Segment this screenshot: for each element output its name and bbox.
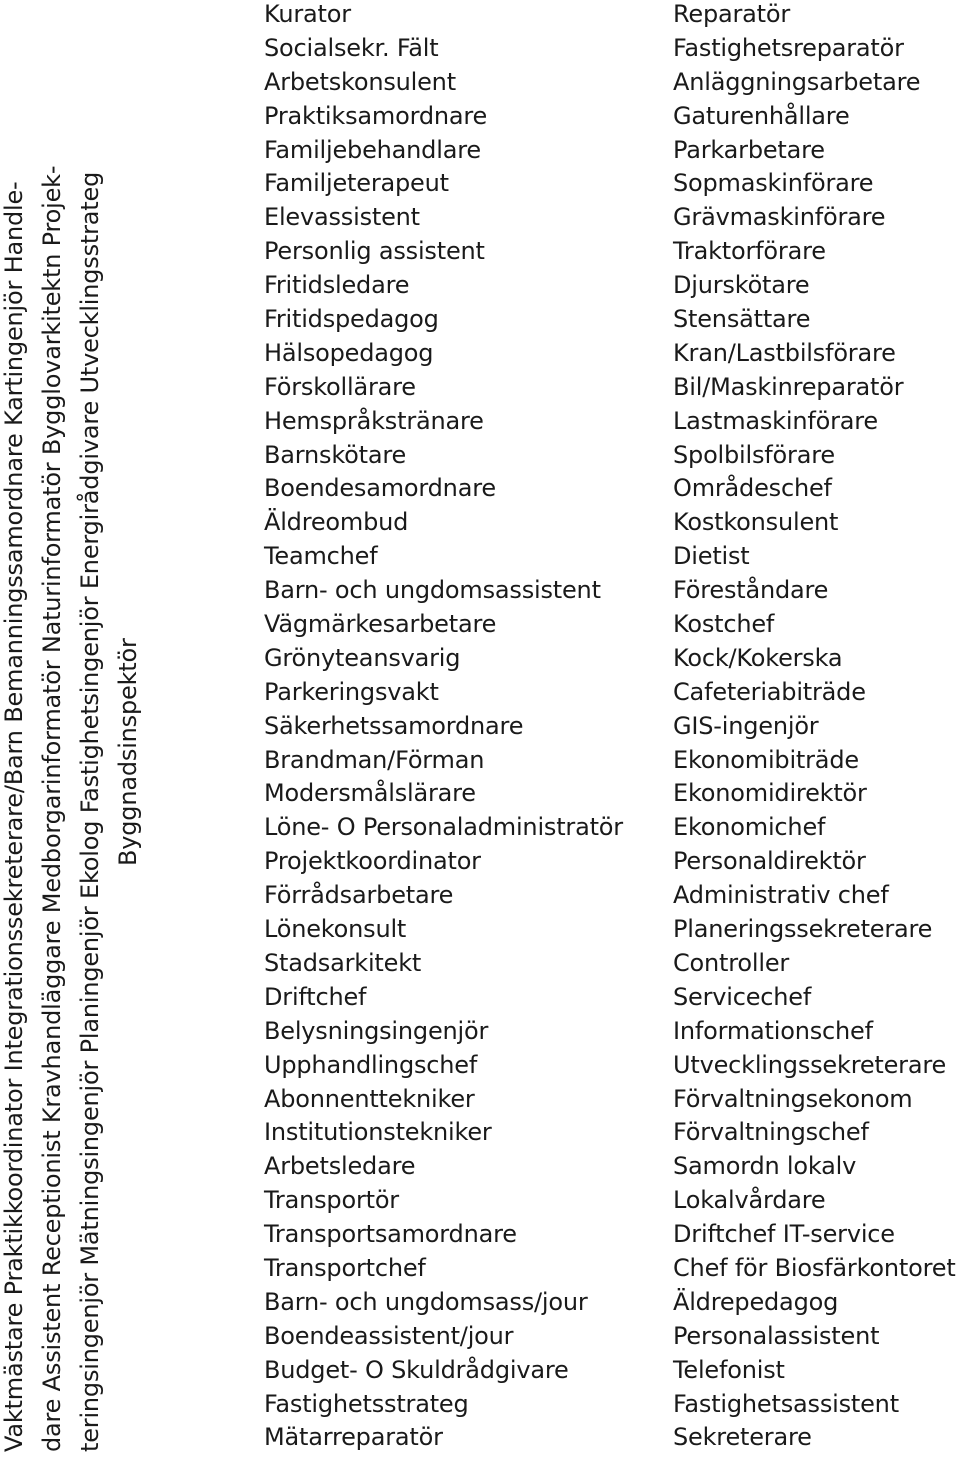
job-title-item: Driftchef IT-service <box>673 1220 895 1249</box>
job-title-item: Sekreterare <box>673 1423 812 1452</box>
job-title-item: Lokalvårdare <box>673 1186 826 1215</box>
job-title-item: Dietist <box>673 542 750 571</box>
job-title-item: Socialsekr. Fält <box>264 33 439 62</box>
job-title-item: Grävmaskinförare <box>673 203 886 232</box>
job-title-item: Chef för Biosfärkontoret <box>673 1253 956 1282</box>
job-title-item: Reparatör <box>673 0 791 28</box>
job-title-item: Kurator <box>264 0 351 28</box>
job-title-item: Telefonist <box>673 1355 785 1384</box>
job-title-item: Kostchef <box>673 610 775 639</box>
job-title-item: Modersmålslärare <box>264 779 476 808</box>
job-title-item: Administrativ chef <box>673 881 889 910</box>
job-title-item: Familjebehandlare <box>264 135 481 164</box>
job-title-item: Anläggningsarbetare <box>673 67 921 96</box>
job-title-item: Parkeringsvakt <box>264 677 439 706</box>
job-title-item: Ekonomibiträde <box>673 745 859 774</box>
job-title-item: Stadsarkitekt <box>264 948 422 977</box>
job-title-item: Föreståndare <box>673 576 829 605</box>
job-title-item: Cafeteriabiträde <box>673 677 866 706</box>
job-title-item: Områdeschef <box>673 474 832 503</box>
job-title-item: Ekonomichef <box>673 813 826 842</box>
job-title-item: Boendeassistent/jour <box>264 1321 514 1350</box>
job-title-item: Informationschef <box>673 1016 873 1045</box>
job-title-item: Ekonomidirektör <box>673 779 867 808</box>
job-title-item: Arbetsledare <box>264 1152 416 1181</box>
right-job-title-list <box>673 0 956 1457</box>
job-title-item: Abonnenttekniker <box>264 1084 475 1113</box>
job-title-item: Kock/Kokerska <box>673 643 843 672</box>
job-title-item: Fritidspedagog <box>264 305 439 334</box>
job-title-item: Gaturenhållare <box>673 101 850 130</box>
job-title-item: Elevassistent <box>264 203 420 232</box>
job-title-item: Projektkoordinator <box>264 847 481 876</box>
job-title-item: Familjeterapeut <box>264 169 449 198</box>
left-job-title-list <box>264 0 623 1457</box>
job-title-item: Belysningsingenjör <box>264 1016 489 1045</box>
job-title-item: Äldreombud <box>264 508 409 537</box>
job-title-item: Säkerhetssamordnare <box>264 711 524 740</box>
job-title-item: Förskollärare <box>264 372 416 401</box>
job-title-item: Fritidsledare <box>264 271 410 300</box>
job-title-item: Kran/Lastbilsförare <box>673 338 896 367</box>
job-title-item: Djurskötare <box>673 271 810 300</box>
job-title-item: Barn- och ungdomsassistent <box>264 576 601 605</box>
job-title-item: Driftchef <box>264 982 367 1011</box>
job-title-item: Hälsopedagog <box>264 338 434 367</box>
job-title-item: Hemspråkstränare <box>264 406 484 435</box>
job-title-item: Vägmärkesarbetare <box>264 610 497 639</box>
job-title-item: Bil/Maskinreparatör <box>673 372 904 401</box>
job-title-item: Transportsamordnare <box>264 1220 517 1249</box>
job-title-item: Parkarbetare <box>673 135 825 164</box>
job-title-item: Barnskötare <box>264 440 407 469</box>
vertical-text-line-4: Byggnadsinspektör <box>114 638 142 866</box>
job-title-item: Budget- O Skuldrådgivare <box>264 1355 569 1384</box>
job-title-item: Löne- O Personaladministratör <box>264 813 623 842</box>
vertical-text-line-2: dare Assistent Receptionist Kravhandläggare Medborgarinformatör Naturinformatör Bygglovarkitektn Projek- <box>38 165 66 1452</box>
job-title-item: Controller <box>673 948 790 977</box>
job-title-item: Lönekonsult <box>264 915 407 944</box>
job-title-item: Spolbilsförare <box>673 440 835 469</box>
job-title-item: Äldrepedagog <box>673 1287 839 1316</box>
job-title-item: Lastmaskinförare <box>673 406 878 435</box>
vertical-job-title-block <box>0 0 150 1454</box>
job-title-item: Förrådsarbetare <box>264 881 454 910</box>
job-title-item: Förvaltningschef <box>673 1118 869 1147</box>
job-title-item: Fastighetsreparatör <box>673 33 904 62</box>
job-title-item: Personlig assistent <box>264 237 485 266</box>
job-title-item: Transportör <box>264 1186 399 1215</box>
job-title-item: Sopmaskinförare <box>673 169 874 198</box>
job-title-item: Traktorförare <box>673 237 826 266</box>
job-title-item: Utvecklingssekreterare <box>673 1050 947 1079</box>
job-title-item: Servicechef <box>673 982 812 1011</box>
vertical-text-line-3: teringsingenjör Mätningsingenjör Planingenjör Ekolog Fastighetsingenjör Energirådgivare Utvecklingsstrateg <box>76 171 104 1452</box>
vertical-text-line-1: Vaktmästare Praktikkoordinator Integrationssekreterare/Barn Bemanningssamordnare Kartingenjör Handle- <box>0 181 28 1452</box>
job-title-item: Personalassistent <box>673 1321 880 1350</box>
job-title-item: Transportchef <box>264 1253 426 1282</box>
job-title-item: GIS-ingenjör <box>673 711 819 740</box>
job-title-item: Institutionstekniker <box>264 1118 492 1147</box>
job-title-item: Upphandlingschef <box>264 1050 478 1079</box>
job-title-item: Förvaltningsekonom <box>673 1084 913 1113</box>
job-title-item: Grönyteansvarig <box>264 643 461 672</box>
job-title-item: Praktiksamordnare <box>264 101 488 130</box>
job-title-item: Stensättare <box>673 305 811 334</box>
job-title-item: Barn- och ungdomsass/jour <box>264 1287 588 1316</box>
job-title-item: Boendesamordnare <box>264 474 496 503</box>
job-title-item: Mätarreparatör <box>264 1423 443 1452</box>
job-title-item: Personaldirektör <box>673 847 866 876</box>
job-title-item: Arbetskonsulent <box>264 67 456 96</box>
job-title-item: Brandman/Förman <box>264 745 485 774</box>
job-title-item: Samordn lokalv <box>673 1152 857 1181</box>
job-title-item: Fastighetsassistent <box>673 1389 899 1418</box>
job-title-item: Planeringssekreterare <box>673 915 933 944</box>
job-title-item: Teamchef <box>264 542 378 571</box>
job-title-item: Kostkonsulent <box>673 508 839 537</box>
job-title-item: Fastighetsstrateg <box>264 1389 469 1418</box>
